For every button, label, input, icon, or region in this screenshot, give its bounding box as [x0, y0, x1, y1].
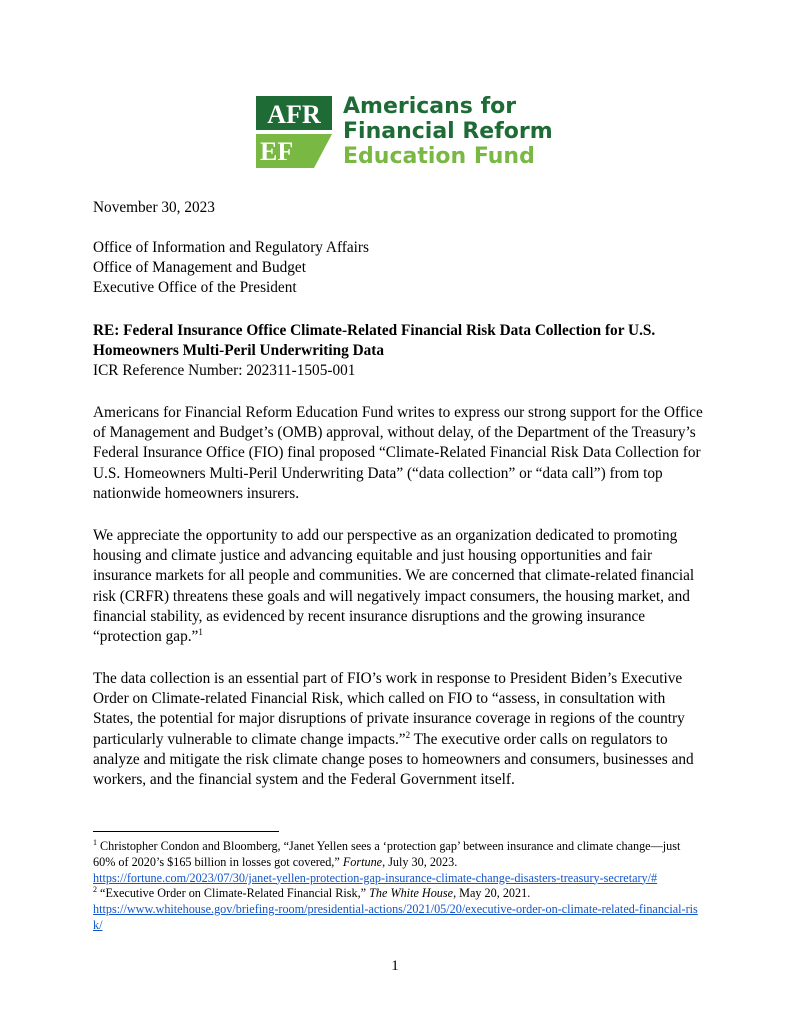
recipient-block [93, 238, 703, 299]
footnote-link[interactable]: https://fortune.com/2023/07/30/janet-yellen-protection-gap-insurance-climate-change-disasters-treasury-secretary/# [93, 870, 658, 885]
paragraph-1-text: Americans for Financial Reform Education Fund writes to express our strong support for the Office of Management and Budget’s (OMB) approval, without delay, of the Department of the Treasury’s Federal Insurance Office (FIO) final proposed “Climate-Related Financial Risk Data Collection for U.S. Homeowners Multi-Peril Underwriting Data” (“data collection” or “data call”) from top nationwide homeowners insurers. [93, 404, 703, 502]
recipient-line: Executive Office of the President [93, 279, 297, 297]
logo-mark-bottom: EF [260, 137, 294, 166]
footnote-text: “Executive Order on Climate-Related Financial Risk,” [97, 886, 370, 901]
footnote-text: , May 20, 2021. [453, 886, 531, 901]
logo-line-2: Financial Reform [343, 119, 553, 144]
body-paragraph [93, 669, 703, 790]
logo-line-3: Education Fund [343, 144, 535, 169]
footnote-number: 1 [93, 837, 97, 847]
icr-reference: ICR Reference Number: 202311-1505-001 [93, 362, 356, 380]
body-paragraph [93, 526, 703, 647]
footnote-source: Fortune [342, 854, 383, 869]
footnotes [93, 839, 703, 934]
letter-date: November 30, 2023 [93, 199, 215, 216]
logo-wordmark [343, 94, 553, 169]
recipient-line: Office of Management and Budget [93, 259, 306, 277]
subject-block [93, 321, 703, 382]
footnote-divider [93, 831, 279, 832]
paragraph-3-text: The data collection is an essential part of FIO’s work in response to President Biden’s Executive Order on Climate-related Financial Risk, which called on FIO to “assess, in consultation with States, the potential for major disruptions of private insurance coverage in regions of the country particularly vulnerable to climate change impacts.” [93, 670, 685, 748]
footnote-2 [93, 886, 703, 933]
footnote-ref-2[interactable]: 2 [405, 729, 411, 740]
paragraph-2-text: We appreciate the opportunity to add our perspective as an organization dedicated to promoting housing and climate justice and advancing equitable and just housing opportunities and fair insurance markets for all people and communities. We are concerned that climate-related financial risk (CRFR) threatens these goals and will negatively impact consumers, the housing market, and financial stability, as evidenced by recent insurance disruptions and the growing insurance “protection gap.” [93, 527, 695, 646]
paragraph-3-continued: The executive order calls on regulators to analyze and mitigate the risk climate change poses to homeowners and consumers, businesses and workers, and the financial system and the Federal Government itself. [93, 730, 694, 789]
subject-line: RE: Federal Insurance Office Climate-Related Financial Risk Data Collection for U.S. [93, 322, 656, 339]
recipient-line: Office of Information and Regulatory Affairs [93, 239, 369, 256]
logo-line-1: Americans for [343, 94, 517, 119]
footnote-ref-1[interactable]: 1 [198, 626, 203, 637]
footnote-1 [93, 839, 703, 886]
footnote-link[interactable]: https://www.whitehouse.gov/briefing-room/presidential-actions/2021/05/20/executive-order-on-climate-related-financial-risk/ [93, 902, 698, 932]
subject-line: Homeowners Multi-Peril Underwriting Data [93, 342, 385, 360]
body-paragraph [93, 403, 703, 504]
afref-logo [256, 94, 553, 169]
footnote-text: Christopher Condon and Bloomberg, “Janet Yellen sees a ‘protection gap’ between insurance and climate change—just 60% of 2020’s $165 billion in losses got covered,” [93, 839, 681, 869]
afref-logo-mark [256, 96, 332, 168]
page-number: 1 [391, 958, 399, 974]
footnote-source: The White House [369, 886, 454, 901]
footnote-number: 2 [93, 885, 97, 895]
logo-mark-top: AFR [267, 100, 321, 129]
footnote-text: , July 30, 2023. [382, 854, 458, 869]
